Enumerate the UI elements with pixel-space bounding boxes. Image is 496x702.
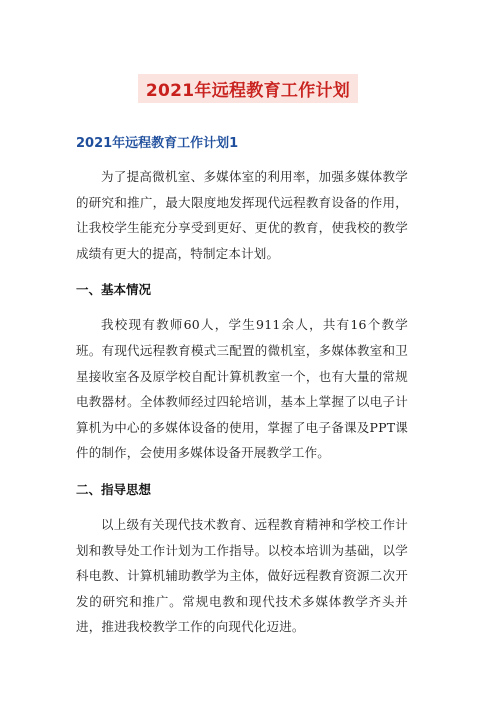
document-title: 2021年远程教育工作计划: [138, 74, 358, 103]
heading-guiding-ideology: 二、指导思想: [76, 481, 152, 497]
document-title-wrapper: [0, 74, 496, 103]
document-body: [76, 164, 408, 640]
heading-basic-situation: 一、基本情况: [76, 282, 152, 298]
intro-paragraph: 为了提高微机室、多媒体室的利用率，加强多媒体教学的研究和推广，最大限度地发挥现代远程教育设备的作用，让我校学生能充分享受到更好、更优的教育，使我校的教学成绩有更大的提高，特制定本计划。: [76, 169, 408, 261]
section-subtitle: 2021年远程教育工作计划1: [76, 136, 239, 151]
basic-situation-paragraph: 我校现有教师60人，学生911余人，共有16个教学班。有现代远程教育模式三配置的微机室，多媒体教室和卫星接收室各及原学校自配计算机教室一个，也有大量的常规电教器材。全体教师经过四轮培训，基本上掌握了以电子计算机为中心的多媒体设备的使用，掌握了电子备课及PPT课件的制作，会使用多媒体设备开展教学工作。: [76, 317, 408, 461]
guiding-ideology-paragraph: 以上级有关现代技术教育、远程教育精神和学校工作计划和教导处工作计划为工作指导。以校本培训为基础，以学科电教、计算机辅助教学为主体，做好远程教育资源二次开发的研究和推广。常规电教和现代技术多媒体教学齐头并进，推进我校教学工作的向现代化迈进。: [76, 516, 408, 635]
